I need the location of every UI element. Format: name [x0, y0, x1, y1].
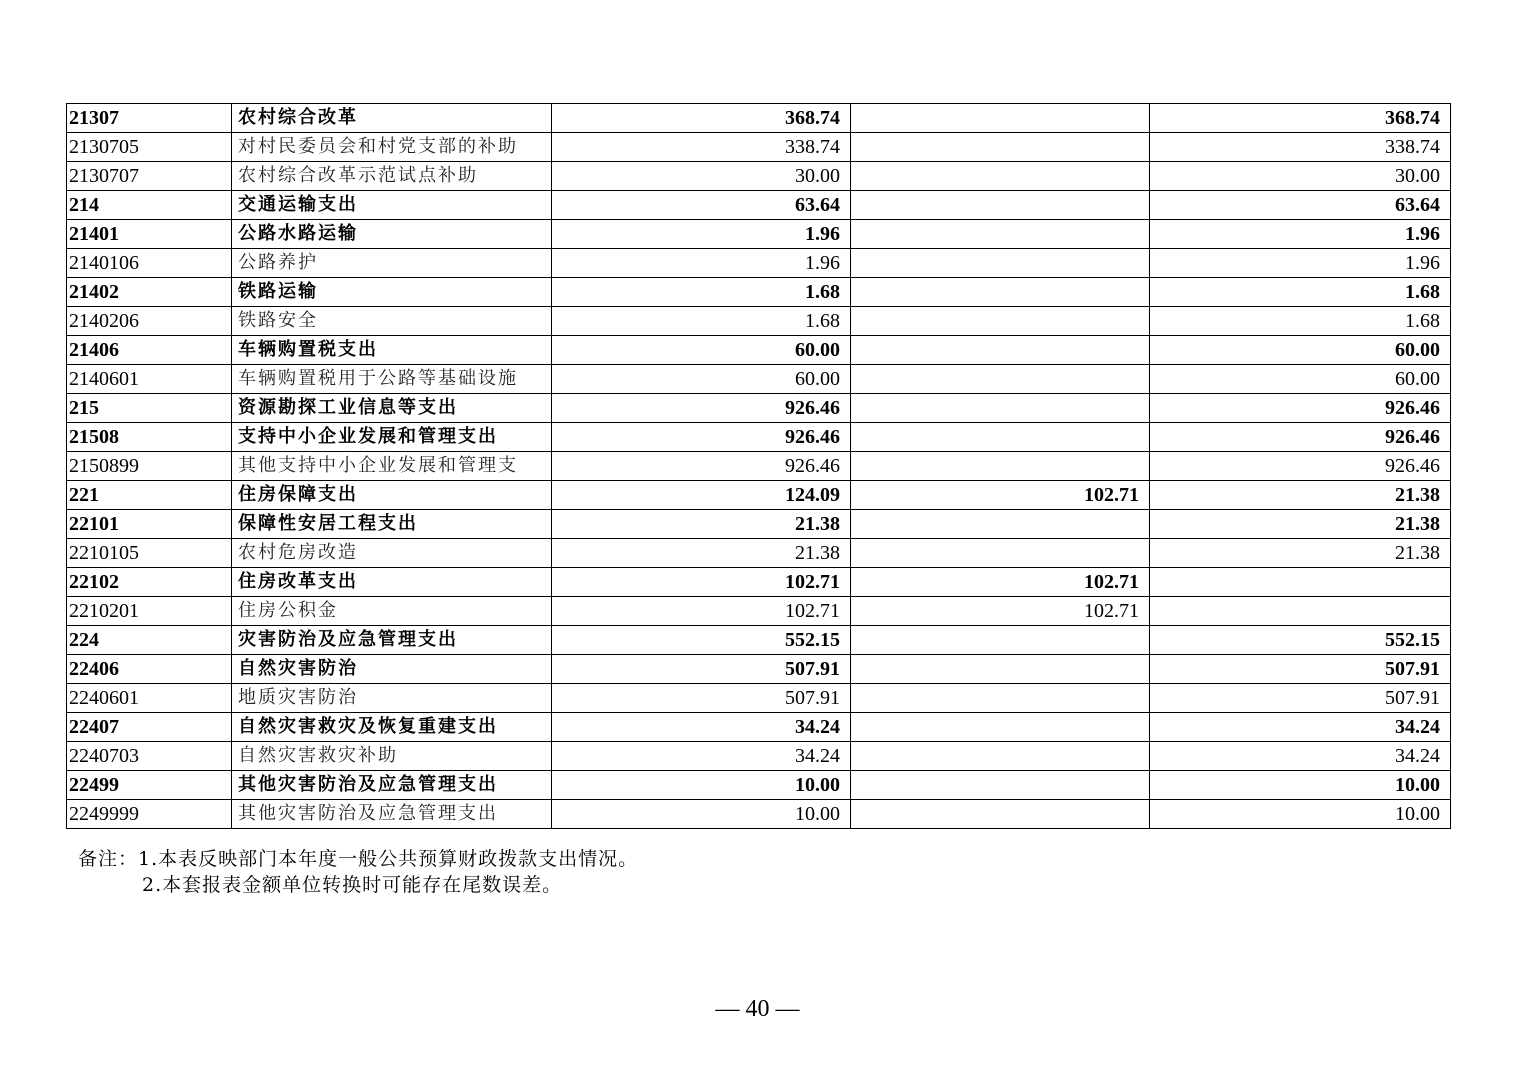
cell-name: 铁路运输 — [232, 278, 552, 307]
cell-code: 21406 — [67, 336, 232, 365]
cell-project-expense: 21.38 — [1150, 539, 1451, 568]
cell-code: 2210105 — [67, 539, 232, 568]
cell-basic-expense — [851, 800, 1150, 829]
cell-name: 车辆购置税用于公路等基础设施 — [232, 365, 552, 394]
table-row — [67, 684, 1451, 713]
cell-basic-expense — [851, 249, 1150, 278]
cell-project-expense: 10.00 — [1150, 771, 1451, 800]
cell-name: 其他灾害防治及应急管理支出 — [232, 800, 552, 829]
cell-code: 2249999 — [67, 800, 232, 829]
cell-total: 30.00 — [552, 162, 851, 191]
cell-project-expense: 338.74 — [1150, 133, 1451, 162]
cell-basic-expense: 102.71 — [851, 481, 1150, 510]
cell-total: 1.68 — [552, 307, 851, 336]
note-line-1: 备注：1.本表反映部门本年度一般公共预算财政拨款支出情况。 — [78, 848, 639, 870]
cell-name: 其他灾害防治及应急管理支出 — [232, 771, 552, 800]
cell-project-expense: 926.46 — [1150, 452, 1451, 481]
cell-total: 10.00 — [552, 771, 851, 800]
cell-basic-expense — [851, 655, 1150, 684]
cell-code: 2240601 — [67, 684, 232, 713]
cell-name: 保障性安居工程支出 — [232, 510, 552, 539]
table-row — [67, 713, 1451, 742]
cell-basic-expense: 102.71 — [851, 568, 1150, 597]
cell-basic-expense — [851, 423, 1150, 452]
cell-total: 368.74 — [552, 104, 851, 133]
cell-basic-expense — [851, 133, 1150, 162]
cell-code: 2140106 — [67, 249, 232, 278]
cell-name: 住房改革支出 — [232, 568, 552, 597]
cell-total: 21.38 — [552, 510, 851, 539]
table-row — [67, 771, 1451, 800]
cell-code: 22101 — [67, 510, 232, 539]
table-row — [67, 539, 1451, 568]
table-row — [67, 133, 1451, 162]
cell-name: 对村民委员会和村党支部的补助 — [232, 133, 552, 162]
cell-name: 公路养护 — [232, 249, 552, 278]
table-row — [67, 365, 1451, 394]
cell-code: 214 — [67, 191, 232, 220]
cell-name: 自然灾害防治 — [232, 655, 552, 684]
cell-total: 10.00 — [552, 800, 851, 829]
cell-project-expense: 21.38 — [1150, 510, 1451, 539]
cell-project-expense: 10.00 — [1150, 800, 1451, 829]
cell-total: 507.91 — [552, 684, 851, 713]
cell-total: 102.71 — [552, 597, 851, 626]
table-row — [67, 162, 1451, 191]
cell-basic-expense — [851, 626, 1150, 655]
cell-project-expense: 34.24 — [1150, 713, 1451, 742]
table-row — [67, 307, 1451, 336]
cell-project-expense: 552.15 — [1150, 626, 1451, 655]
cell-basic-expense — [851, 104, 1150, 133]
cell-project-expense: 34.24 — [1150, 742, 1451, 771]
cell-total: 552.15 — [552, 626, 851, 655]
cell-basic-expense — [851, 191, 1150, 220]
notes — [78, 846, 638, 898]
table-row — [67, 191, 1451, 220]
cell-total: 34.24 — [552, 713, 851, 742]
table-row — [67, 626, 1451, 655]
table-row — [67, 597, 1451, 626]
table-row — [67, 394, 1451, 423]
cell-name: 铁路安全 — [232, 307, 552, 336]
cell-total: 1.68 — [552, 278, 851, 307]
cell-code: 2140206 — [67, 307, 232, 336]
cell-code: 2210201 — [67, 597, 232, 626]
cell-total: 21.38 — [552, 539, 851, 568]
cell-total: 1.96 — [552, 249, 851, 278]
cell-code: 22406 — [67, 655, 232, 684]
cell-name: 其他支持中小企业发展和管理支 — [232, 452, 552, 481]
cell-name: 资源勘探工业信息等支出 — [232, 394, 552, 423]
table-body — [67, 104, 1451, 829]
cell-name: 交通运输支出 — [232, 191, 552, 220]
cell-name: 支持中小企业发展和管理支出 — [232, 423, 552, 452]
cell-basic-expense — [851, 220, 1150, 249]
cell-code: 215 — [67, 394, 232, 423]
cell-code: 21508 — [67, 423, 232, 452]
cell-name: 地质灾害防治 — [232, 684, 552, 713]
cell-project-expense: 507.91 — [1150, 684, 1451, 713]
table-row — [67, 568, 1451, 597]
cell-basic-expense — [851, 394, 1150, 423]
cell-project-expense: 60.00 — [1150, 336, 1451, 365]
cell-code: 2150899 — [67, 452, 232, 481]
cell-code: 21307 — [67, 104, 232, 133]
cell-project-expense: 507.91 — [1150, 655, 1451, 684]
budget-table — [66, 103, 1451, 829]
cell-total: 60.00 — [552, 336, 851, 365]
table-row — [67, 249, 1451, 278]
cell-project-expense: 63.64 — [1150, 191, 1451, 220]
cell-total: 926.46 — [552, 423, 851, 452]
cell-name: 农村危房改造 — [232, 539, 552, 568]
table-row — [67, 220, 1451, 249]
cell-name: 公路水路运输 — [232, 220, 552, 249]
cell-code: 22407 — [67, 713, 232, 742]
table-row — [67, 278, 1451, 307]
table-row — [67, 336, 1451, 365]
cell-name: 灾害防治及应急管理支出 — [232, 626, 552, 655]
cell-code: 2130705 — [67, 133, 232, 162]
cell-total: 63.64 — [552, 191, 851, 220]
table-row — [67, 655, 1451, 684]
cell-name: 自然灾害救灾及恢复重建支出 — [232, 713, 552, 742]
table-row — [67, 742, 1451, 771]
cell-basic-expense — [851, 684, 1150, 713]
cell-project-expense: 1.96 — [1150, 220, 1451, 249]
page-number: — 40 — — [715, 996, 800, 1022]
cell-project-expense: 926.46 — [1150, 423, 1451, 452]
cell-total: 102.71 — [552, 568, 851, 597]
cell-project-expense — [1150, 568, 1451, 597]
cell-project-expense — [1150, 597, 1451, 626]
cell-name: 农村综合改革示范试点补助 — [232, 162, 552, 191]
cell-project-expense: 21.38 — [1150, 481, 1451, 510]
table-row — [67, 510, 1451, 539]
cell-total: 60.00 — [552, 365, 851, 394]
cell-name: 住房保障支出 — [232, 481, 552, 510]
cell-code: 224 — [67, 626, 232, 655]
cell-project-expense: 30.00 — [1150, 162, 1451, 191]
cell-basic-expense — [851, 162, 1150, 191]
cell-total: 124.09 — [552, 481, 851, 510]
cell-total: 926.46 — [552, 452, 851, 481]
cell-project-expense: 1.68 — [1150, 307, 1451, 336]
table-row — [67, 423, 1451, 452]
cell-code: 22499 — [67, 771, 232, 800]
table-row — [67, 452, 1451, 481]
cell-total: 34.24 — [552, 742, 851, 771]
cell-basic-expense — [851, 510, 1150, 539]
cell-basic-expense — [851, 336, 1150, 365]
cell-basic-expense — [851, 713, 1150, 742]
cell-project-expense: 1.68 — [1150, 278, 1451, 307]
cell-name: 自然灾害救灾补助 — [232, 742, 552, 771]
cell-basic-expense — [851, 307, 1150, 336]
cell-total: 1.96 — [552, 220, 851, 249]
cell-basic-expense — [851, 771, 1150, 800]
table-row — [67, 104, 1451, 133]
cell-total: 507.91 — [552, 655, 851, 684]
cell-basic-expense: 102.71 — [851, 597, 1150, 626]
cell-basic-expense — [851, 365, 1150, 394]
cell-basic-expense — [851, 452, 1150, 481]
cell-code: 21401 — [67, 220, 232, 249]
cell-basic-expense — [851, 539, 1150, 568]
cell-code: 2240703 — [67, 742, 232, 771]
cell-name: 住房公积金 — [232, 597, 552, 626]
cell-basic-expense — [851, 742, 1150, 771]
cell-name: 车辆购置税支出 — [232, 336, 552, 365]
note-line-2: 2.本套报表金额单位转换时可能存在尾数误差。 — [142, 874, 563, 896]
cell-code: 22102 — [67, 568, 232, 597]
cell-code: 221 — [67, 481, 232, 510]
table-row — [67, 800, 1451, 829]
cell-basic-expense — [851, 278, 1150, 307]
cell-total: 338.74 — [552, 133, 851, 162]
cell-code: 2130707 — [67, 162, 232, 191]
table-row — [67, 481, 1451, 510]
cell-name: 农村综合改革 — [232, 104, 552, 133]
cell-code: 2140601 — [67, 365, 232, 394]
cell-project-expense: 926.46 — [1150, 394, 1451, 423]
cell-project-expense: 60.00 — [1150, 365, 1451, 394]
cell-project-expense: 368.74 — [1150, 104, 1451, 133]
cell-code: 21402 — [67, 278, 232, 307]
cell-total: 926.46 — [552, 394, 851, 423]
cell-project-expense: 1.96 — [1150, 249, 1451, 278]
